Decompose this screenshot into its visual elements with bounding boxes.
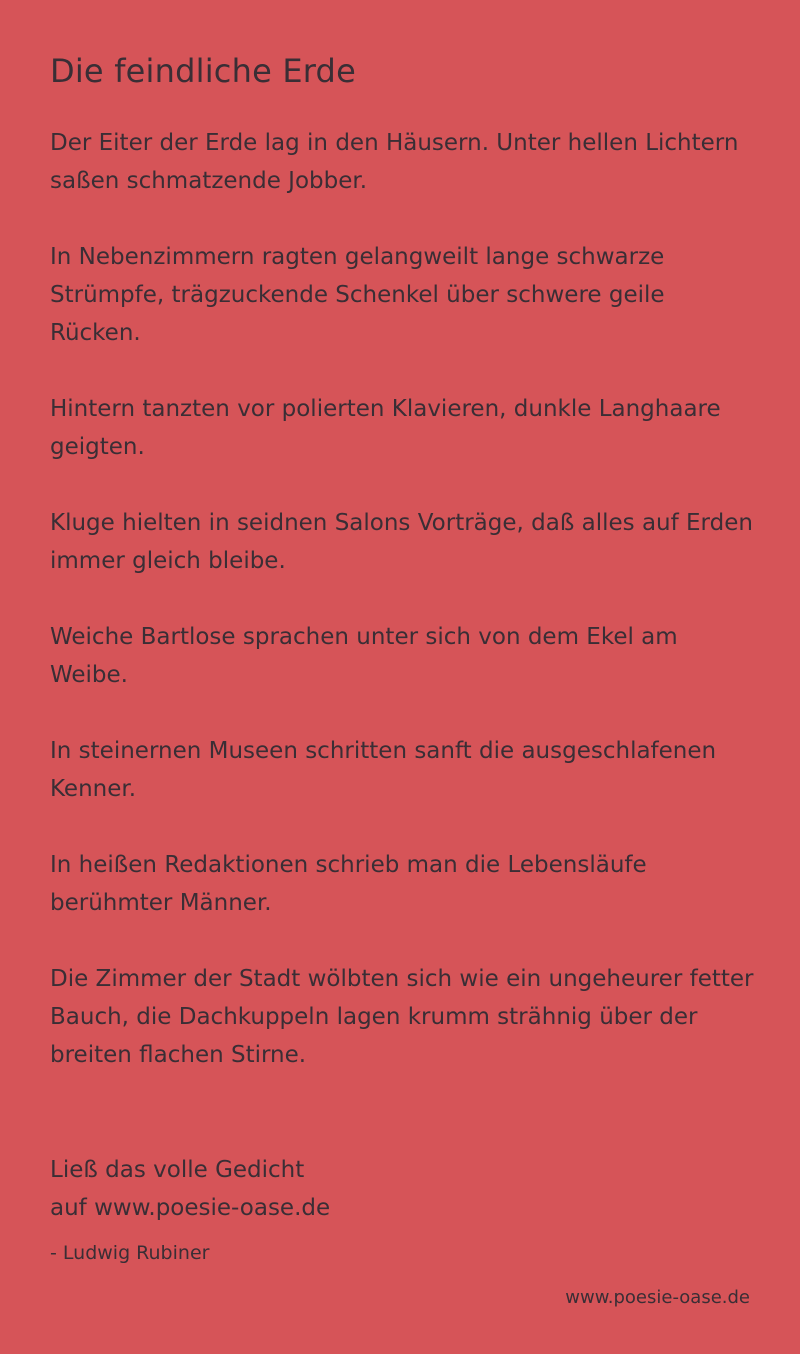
poem-body — [50, 124, 760, 1112]
read-full-poem-note — [50, 1151, 330, 1227]
poem-stanza: In steinernen Museen schritten sanft die ausgeschlafenen Kenner. — [50, 738, 717, 802]
poem-stanza: Der Eiter der Erde lag in den Häusern. Unter hellen Lichtern saßen schmatzende Jobber. — [50, 130, 739, 194]
poem-stanza: In heißen Redaktionen schrieb man die Lebensläufe berühmter Männer. — [50, 852, 647, 916]
poem-stanza: In Nebenzimmern ragten gelangweilt lange schwarze Strümpfe, trägzuckende Schenkel über schwere geile Rücken. — [50, 244, 665, 346]
poem-stanza: Hintern tanzten vor polierten Klavieren, dunkle Langhaare geigten. — [50, 396, 721, 460]
poem-title: Die feindliche Erde — [50, 52, 356, 90]
poem-stanza: Weiche Bartlose sprachen unter sich von dem Ekel am Weibe. — [50, 624, 678, 688]
poem-stanza: Die Zimmer der Stadt wölbten sich wie ein ungeheurer fetter Bauch, die Dachkuppeln lagen krumm strähnig über der breiten flachen Stirne. — [50, 966, 754, 1068]
cta-line: auf www.poesie-oase.de — [50, 1195, 331, 1221]
poem-stanza: Kluge hielten in seidnen Salons Vorträge, daß alles auf Erden immer gleich bleibe. — [50, 510, 753, 574]
poem-author: - Ludwig Rubiner — [50, 1242, 210, 1264]
cta-line: Ließ das volle Gedicht — [50, 1157, 305, 1183]
footer-website: www.poesie-oase.de — [565, 1287, 750, 1308]
